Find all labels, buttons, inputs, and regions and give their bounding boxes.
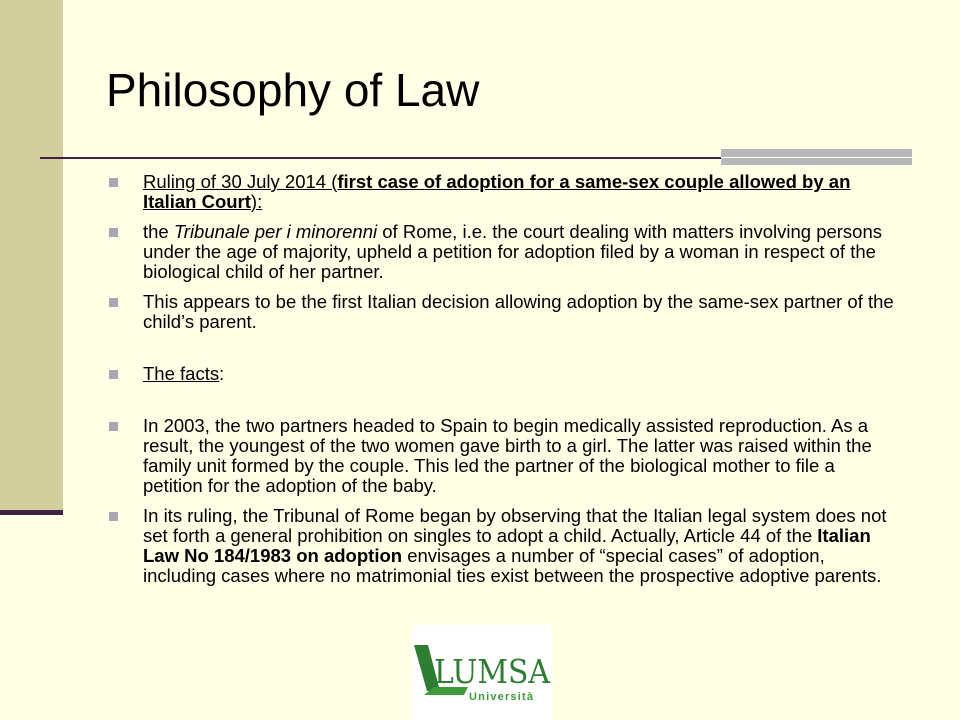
bullet-ruling-reasoning (107, 506, 897, 586)
text-segment: : (219, 363, 225, 384)
bullet-text (143, 171, 850, 212)
lumsa-logo (412, 625, 552, 720)
bullet-ruling (107, 172, 897, 212)
text-segment: envisages a number of “special cases” of adoption, including cases where no matrimonial ties exist between the prospective adoptive parents. (143, 545, 882, 586)
title-divider-block (721, 149, 912, 165)
bullet-square-icon (109, 178, 118, 187)
text-segment: of Rome, i.e. the court dealing with matters involving persons under the age of majority, upheld a petition for adoption filed by a woman in respect of the biological child of her partner. (143, 221, 883, 282)
bullet-text (143, 221, 882, 282)
ruling-summary-text: first case of adoption for a same-sex couple allowed by an Italian Court (143, 171, 851, 212)
text-segment: This appears to be the first Italian decision allowing adoption by the same-sex partner of the child’s parent. (143, 291, 894, 332)
bullet-square-icon (109, 512, 118, 521)
law-reference-text: Italian Law No 184/1983 on adoption (143, 525, 871, 566)
bullet-tribunale (107, 222, 897, 282)
bullet-square-icon (109, 228, 118, 237)
facts-heading-text: The facts (143, 363, 220, 384)
tribunale-name-text: Tribunale per i minorenni (173, 221, 378, 242)
bullet-facts-heading (107, 364, 897, 384)
lumsa-logo-graphic (412, 625, 552, 720)
bullet-text (143, 363, 224, 384)
bullet-text (143, 415, 872, 496)
bullet-square-icon (109, 370, 118, 379)
bullet-facts-detail (107, 416, 897, 496)
bullet-text (143, 291, 894, 332)
bullet-square-icon (109, 298, 118, 307)
logo-subtitle: Università (469, 691, 535, 703)
ruling-date-text: Ruling of 30 July 2014 ( (143, 171, 338, 192)
bullet-text (143, 505, 887, 586)
left-decorative-band (0, 0, 63, 512)
left-band-accent-line (0, 510, 63, 515)
text-segment: In its ruling, the Tribunal of Rome began by observing that the Italian legal system does not set forth a general prohibition on singles to adopt a child. Actually, Article 44 of the (143, 505, 887, 546)
text-segment: the (143, 221, 174, 242)
logo-wordmark: LUMSA (434, 652, 552, 691)
text-segment: In 2003, the two partners headed to Spain to begin medically assisted reproduction. As a result, the youngest of the two women gave birth to a girl. The latter was raised within the family unit formed by the couple. This led the partner of the biological mother to file a petition for the adoption of the baby. (143, 415, 872, 496)
bullet-square-icon (109, 422, 118, 431)
slide-title: Philosophy of Law (106, 64, 480, 116)
bullet-first-decision (107, 292, 897, 332)
bullet-list (107, 172, 897, 596)
ruling-close-text: ): (250, 191, 263, 212)
